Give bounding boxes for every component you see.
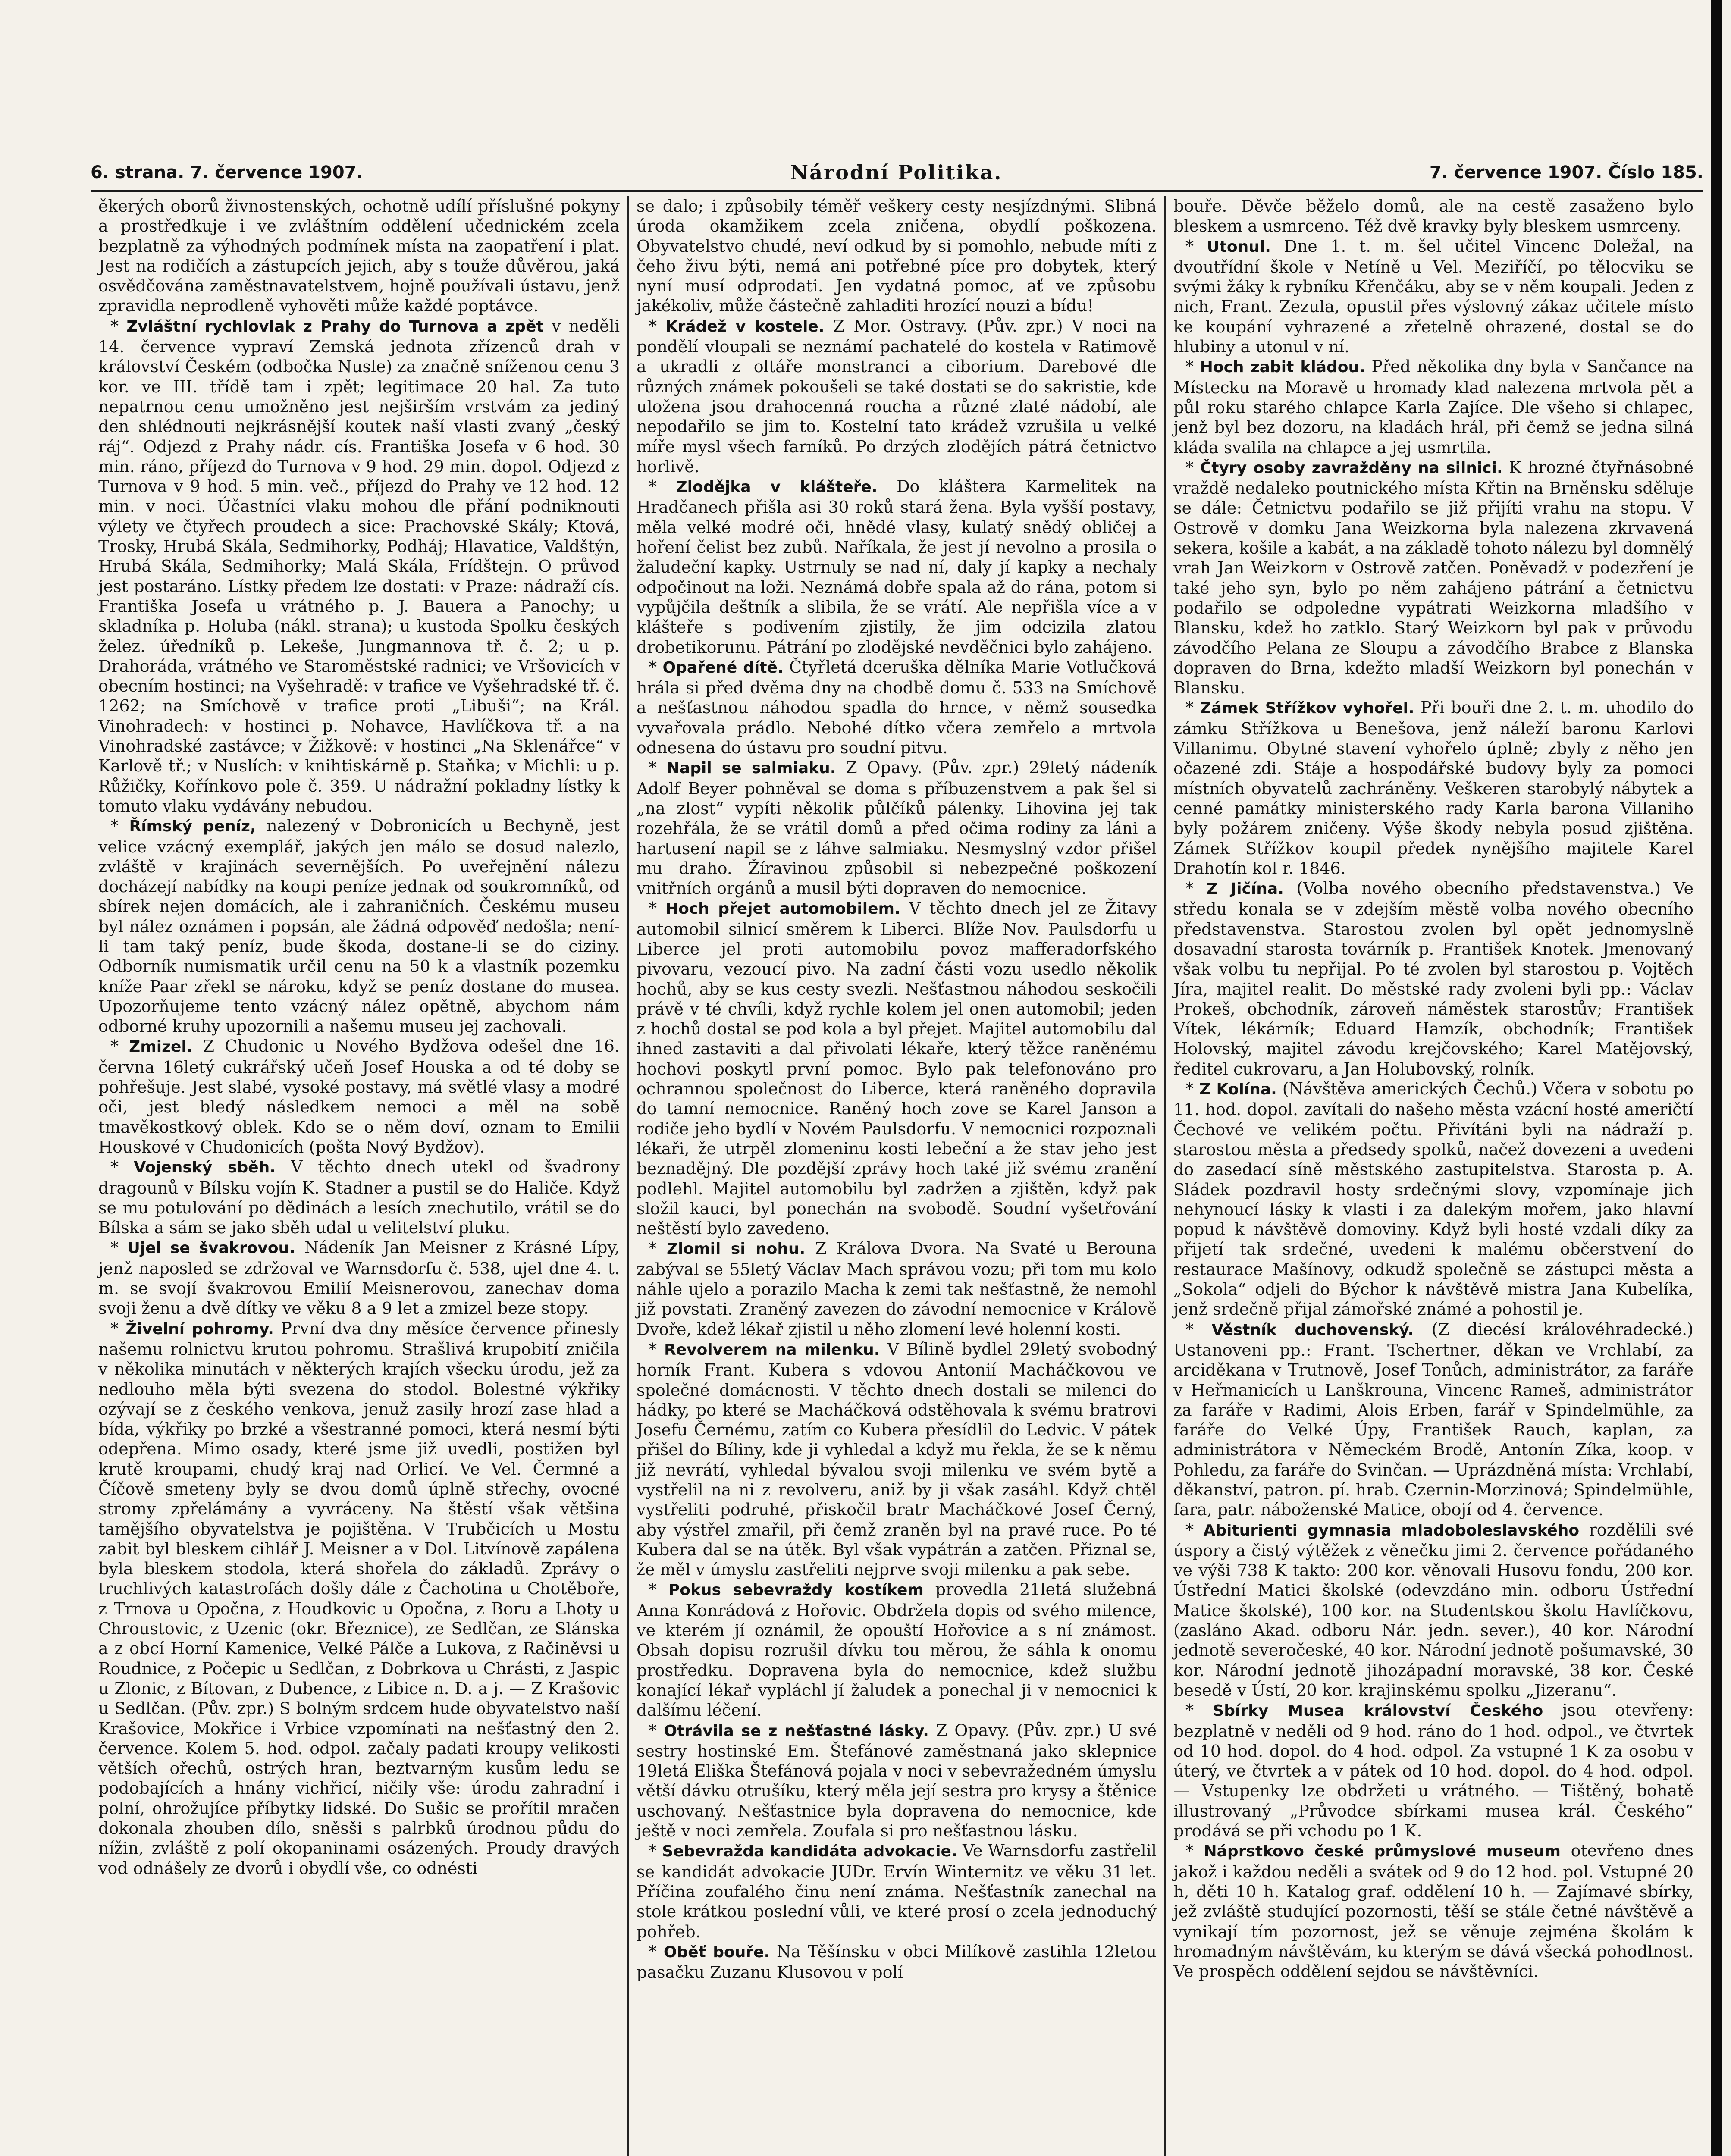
paragraph-headline: Zámek Střížkov vyhořel. [1200, 699, 1414, 718]
paragraph-headline: Z Kolína. [1199, 1081, 1277, 1099]
paragraph-headline: Náprstkovo české průmyslové museum [1204, 1843, 1561, 1861]
news-paragraph [1173, 1079, 1693, 1319]
asterisk-mark: * [649, 1942, 664, 1961]
news-paragraph [98, 196, 620, 316]
paragraph-headline: Zvláštní rychlovlak z Prahy do Turnova a zpět [126, 317, 544, 335]
paragraph-body: otevřeno dnes jakož i každou neděli a svátek od 9 do 12 hod. pol. Vstupné 20 h, děti 10 h. Katalog graf. oddělení 10 h. — Zajímavé sbírky, jež zvláště studující pozornosti, těší se stále četné návštěvě a vynikají tím pozornost, jež se věnuje zejména školám k hromadným návštěvám, ku kterým se dává všecká pohodlnost. Ve prospěch oddělení sejdou se návštěvníci. [1173, 1841, 1693, 1981]
news-paragraph [98, 816, 620, 1036]
paragraph-body: Před několika dny byla v Sančance na Místecku na Moravě u hromady klad nalezena mrtvola pět a půl roku starého chlapce Karla Zajíce. Dle všeho si chlapec, jenž byl bez dozoru, na kladách hrál, při čemž se jedna silná kláda svalila na chlapce a jej usmrtila. [1173, 357, 1693, 457]
asterisk-mark: * [110, 1319, 126, 1338]
paragraph-body: bouře. Děvče běželo domů, ale na cestě zasaženo bylo bleskem a usmrceno. Též dvě kravky byly bleskem usmrceny. [1173, 197, 1693, 236]
asterisk-mark: * [1185, 1841, 1204, 1861]
asterisk-mark: * [110, 1157, 134, 1177]
page-header [91, 155, 1703, 190]
news-paragraph [637, 1238, 1157, 1339]
paragraph-headline: Utonul. [1207, 238, 1271, 256]
asterisk-mark: * [1185, 698, 1200, 718]
paragraph-body: Z Opavy. (Pův. zpr.) U své sestry hostinské Em. Štefánové zaměstnaná jako sklepnice 19letá Eliška Štefánová pojala v noci v sebevražedném úmyslu větší dávku otrušíku, který měla její sestra pro krysy a štěnice uschovaný. Nešťastnice byla dopravena do nemocnice, kde ještě v noci zemřela. Zoufala si pro nešťastnou lásku. [637, 1720, 1157, 1841]
paragraph-headline: Sbírky Musea království Českého [1213, 1702, 1543, 1720]
column-1 [91, 196, 627, 2156]
paragraph-body: (Z diecésí královéhradecké.) Ustanoveni pp.: Frant. Tschertner, děkan ve Vrchlabí, za arciděkana v Trutnově, Josef Tonůch, administrátor, za faráře v Heřmanicích u Lanškrouna, Vincenc Rameš, administrátor za faráře v Radimi, Alois Erben, farář v Spindelmühle, za faráře do Velké Úpy, František Rauch, kaplan, za administrátora v Německém Brodě, Antonín Zíka, koop. v Pohledu, za faráře do Svinčan. — Uprázdněná místa: Vrchlabí, děkanství, patron. pí. hrab. Czernin-Morzinová; Spindelmühle, fara, patr. náboženské Matice, obojí od 4. července. [1173, 1319, 1693, 1520]
news-paragraph [1173, 1841, 1693, 1981]
news-paragraph [1173, 698, 1693, 878]
paragraph-body: (Návštěva amerických Čechů.) Včera v sobotu po 11. hod. dopol. zavítali do našeho města vzácní hosté američtí Čechové ve velikém počtu. Přivítáni byli na nádraží p. starostou města a předsedy spolků, načež dovezeni a uvedeni do zasedací síně městského zastupitelstva. Starosta p. A. Sládek pozdravil hosty srdečnými slovy, vzpomínaje jich nehynoucí lásky k vlasti i za dalekým mořem, jako hlavní popud k návštěvě domoviny. Když byli hosté vzdali díky za přijetí tak srdečné, uvedeni k malému občerstvení do restaurace Mašínovy, odkudž společně se zástupci města a „Sokola“ odjeli do Býchor k návštěvě mistra Jana Kubelíka, jenž srdečně přijal zámořské známé a pohostil je. [1173, 1079, 1693, 1319]
paragraph-body: V těchto dnech utekl od švadrony dragounů v Bílsku vojín K. Stadner a pustil se do Haliče. Když se mu potulování po dědinách a lesích znechutilo, vrátil se do Bílska a sám se jako sběh udal u velitelství pluku. [98, 1157, 620, 1238]
asterisk-mark: * [1185, 1520, 1204, 1539]
asterisk-mark: * [649, 1239, 667, 1258]
paragraph-headline: Zlomil si nohu. [666, 1240, 806, 1258]
paragraph-body: Dne 1. t. m. šel učitel Vincenc Doležal, na dvoutřídní škole v Netíně u Vel. Meziříčí, po tělocviku se svými žáky k rybníku Křenčáku, aby se v něm koupali. Jeden z nich, Frant. Zezula, opustil přes výslovný zákaz učitele místo ke koupání vyhrazené a zřetelně ohrazené, dostal se do hlubiny a utonul v ní. [1173, 236, 1693, 357]
news-paragraph [1173, 1520, 1693, 1701]
asterisk-mark: * [110, 816, 129, 836]
paragraph-headline: Otrávila se z nešťastné lásky. [664, 1722, 929, 1740]
news-paragraph [637, 758, 1157, 898]
paragraph-body: K hrozné čtyřnásobné vraždě nedaleko poutnického místa Křtin na Brněnsku sděluje se dále: Četnictvu podařilo se již přijíti vrahu na stopu. V Ostrově v domku Jana Weizkorna byla nalezena zkrvavená sekera, košile a kabát, a na základě tohoto nálezu byl domnělý vrah Jan Weizkorn v Ostrově zatčen. Poněvadž v podezření je také jeho syn, bylo po něm zahájeno pátrání a četnictvu podařilo se odpoledne vypátrati Weizkorna mladšího v Blansku, kdež ho zatklo. Starý Weizkorn byl pak v průvodu závodčího Pelana ze Sloupu a závodčího Brabce z Blanska dopraven do Brna, kdežto mladší Weizkorn byl ponechán v Blansku. [1173, 458, 1693, 698]
news-paragraph [1173, 357, 1693, 457]
paragraph-headline: Z Jičína. [1206, 880, 1284, 898]
news-paragraph [98, 316, 620, 816]
paragraph-headline: Oběť bouře. [663, 1943, 770, 1961]
asterisk-mark: * [1185, 1701, 1213, 1720]
asterisk-mark: * [649, 1720, 664, 1740]
paragraph-headline: Vojenský sběh. [134, 1159, 276, 1177]
asterisk-mark: * [649, 316, 666, 335]
paragraph-body: jsou otevřeny: bezplatně v neděli od 9 hod. ráno do 1 hod. odpol., ve čtvrtek od 10 hod. dopol. do 4 hod. odpol. Za vstupné 1 K za osobu v úterý, ve čtvrtek a v pátek od 10 hod. dopol. do 4 hod. odpol. — Vstupenky lze obdržeti u vrátného. — Tištěný, bohatě illustrovaný „Průvodce sbírkami musea král. Českého“ prodává se při vchodu po 1 K. [1173, 1701, 1693, 1841]
asterisk-mark: * [649, 899, 665, 918]
paragraph-body: Z Králova Dvora. Na Svaté u Berouna zabýval se 55letý Václav Mach správou vozu; při tom mu kolo náhle ujelo a porazilo Macha k zemi tak nešťastně, že nemohl již povstati. Zraněný zavezen do závodní nemocnice v Králově Dvoře, kdež lékař zjistil u něho zlomení levé holenní kosti. [637, 1239, 1157, 1339]
asterisk-mark: * [649, 477, 676, 496]
paragraph-body: Na Těšínsku v obci Milíkově zastihla 12letou pasačku Zuzanu Klusovou v polí [637, 1942, 1157, 1982]
asterisk-mark: * [649, 657, 663, 677]
paragraph-body: Z Opavy. (Pův. zpr.) 29letý nádeník Adolf Beyer pohněval se doma s příbuzenstvem a pak šel si „na zlost“ vypíti několik půlčíků pálenky. Lihovina jej tak rozehřála, že se vrátil domů a před očima rodiny za láni a hartusení napil se z láhve salmiaku. Nesmyslný vzdor přišel mu draho. Žíravinou způsobil si nebezpečné poškození vnitřních orgánů a musil býti dopraven do nemocnice. [637, 758, 1157, 898]
asterisk-mark: * [110, 1238, 128, 1257]
asterisk-mark: * [110, 316, 127, 335]
paragraph-headline: Opařené dítě. [662, 658, 784, 677]
paragraph-headline: Abiturienti gymnasia mladoboleslavského [1203, 1521, 1580, 1539]
paragraph-headline: Zmizel. [129, 1038, 193, 1056]
news-paragraph [1173, 196, 1693, 236]
header-page-date: 6. strana. 7. července 1907. [91, 163, 363, 182]
news-paragraph [98, 1157, 620, 1238]
header-date-issue: 7. července 1907. Číslo 185. [1429, 163, 1703, 182]
news-paragraph [1173, 1700, 1693, 1841]
paragraph-body: ěkerých oborů živnostenských, ochotně udílí příslušné pokyny a prostředkuje i ve zvláštním oddělení učednickém zcela bezplatně za výhodných podmínek místa na zaopatření i plat. Jest na rodičích a zástupcích jejich, aby s touže důvěrou, jaká osvědčována zaměstnavatelstvem, hojně používali ústavu, jenž zpravidla neprodleně vyhověti může každé poptávce. [98, 197, 620, 316]
news-paragraph [637, 1942, 1157, 1983]
news-paragraph [637, 476, 1157, 657]
asterisk-mark: * [649, 1339, 664, 1359]
news-paragraph [98, 1036, 620, 1157]
paragraph-headline: Čtyry osoby zavražděny na silnici. [1200, 459, 1503, 477]
asterisk-mark: * [1185, 458, 1200, 477]
news-paragraph [637, 1841, 1157, 1941]
newspaper-columns [91, 196, 1703, 2156]
asterisk-mark: * [1185, 1319, 1212, 1339]
news-paragraph [637, 898, 1157, 1238]
asterisk-mark: * [1185, 236, 1207, 256]
paragraph-headline: Sebevražda kandidáta advokacie. [662, 1843, 957, 1861]
page-edge-bar [1711, 0, 1722, 2156]
paragraph-body: Z Chudonic u Nového Bydžova odešel dne 16. června 16letý cukrářský učeň Josef Houska a od té doby se pohřešuje. Jest slabé, vysoké postavy, má světlé vlasy a modré oči, jest bledý následkem nemoci a měl na sobě tmavěkostkový oblek. Kdo se o něm doví, oznam to Emilii Houskové v Chudonicích (pošta Nový Bydžov). [98, 1037, 620, 1156]
asterisk-mark: * [1185, 357, 1200, 376]
paragraph-headline: Římský peníz, [129, 818, 256, 836]
paragraph-body: Nádeník Jan Meisner z Krásné Lípy, jenž naposled se zdržoval ve Warnsdorfu č. 538, ujel dne 4. t. m. se svojí švakrovou Emilií Meisnerovou, zanechav doma svoji ženu a dvě dítky ve věku 8 a 9 let a zmizel beze stopy. [98, 1238, 620, 1318]
news-paragraph [1173, 236, 1693, 357]
asterisk-mark: * [110, 1037, 129, 1056]
news-paragraph [1173, 1319, 1693, 1520]
column-3 [1164, 196, 1701, 2156]
news-paragraph [637, 316, 1157, 476]
paragraph-headline: Věstník duchovenský. [1211, 1321, 1414, 1339]
asterisk-mark: * [1185, 879, 1207, 898]
paragraph-body: rozdělili své úspory a čistý výtěžek z věnečku jimi 2. července pořádaného ve výši 738 K takto: 200 kor. věnovali Husovu fondu, 200 kor. Ústřední Matici školské (odevzdáno min. odboru Ústřední Matice školské), 100 kor. na Studentskou školu Havlíčkovu, (zasláno Akad. odboru Nár. jedn. sever.), 40 kor. Národní jednotě severočeské, 40 kor. Národní jednotě pošumavské, 30 kor. Národní jednotě jihozápadní moravské, 38 kor. České besedě v Ústí, 20 kor. krajinskému spolku „Jizeranu“. [1173, 1520, 1693, 1700]
paragraph-headline: Pokus sebevraždy kostíkem [668, 1581, 924, 1599]
paragraph-body: První dva dny měsíce července přinesly našemu rolnictvu krutou pohromu. Strašlivá krupobití zničila v několika minutách v některých krajích všecku úrodu, jež za nedlouho měla býti svezena do stodol. Bolestné výkřiky ozývají se z českého venkova, jenuž zasily hrozí zase hlad a bída, výkřiky po brzké a všestranné pomoci, která nesmí býti odepřena. Mimo osady, které jsme již uvedli, postižen byl krutě kroupami, chudý kraj nad Orlicí. Ve Vel. Čermné a Číčově smeteny byly se dvou domů úplně střechy, ovocné stromy zpřelámány a vyvráceny. Na štěstí však většina tamějšího obyvatelstva je pojištěna. V Trubčicích u Mostu zabit byl bleskem cihlář J. Meisner a v Dol. Litvínově zapálena byla bleskem stodola, která shořela do základů. Zprávy o truchlivých katastrofách došly dále z Čachotina u Chotěboře, z Trnova u Opočna, z Houdkovic u Opočna, z Boru a Lhoty u Chroustovic, z Uzenic (okr. Březnice), ze Sedlčan, ze Slánska a z obcí Horní Kamenice, Velké Pálče a Lukova, z Račiněvsi u Roudnice, z Počepic u Sedlčan, z Dobrkova u Chrásti, z Jaspic u Zlonic, z Bítovan, z Dubence, z Libice n. D. a j. — Z Krašovic u Sedlčan. (Pův. zpr.) S bolným srdcem hude obyvatelstvo naší Krašovice, Mokřice i Vrbice vzpomínati na nešťastný den 2. července. Kolem 5. hod. odpol. začaly padati kroupy velikosti větších ořechů, ostrých hran, beztvarným kusům ledu se podobajících a hnány vichřicí, ničily vše: úrodu zahradní i polní, ohrožujíce příbytky lidské. Do Sušic se prořítil mračen dokonala zhouben dílo, sněsši s palrbků úrodnou půdu do nížin, zvláště z polí okopaninami osázených. Proudy dravých vod odnášely ze dvorů i obydlí vše, co odnésti [98, 1319, 620, 1878]
news-paragraph [98, 1319, 620, 1878]
news-paragraph [637, 657, 1157, 758]
paragraph-body: V Bílině bydlel 29letý svobodný horník Frant. Kubera s vdovou Antonií Macháčkovou ve společné domácnosti. V těchto dnech dostali se milenci do hádky, po které se Macháčková odstěhovala k svému bratrovi Josefu Černému, zatím co Kubera přesídlil do Ledvic. V pátek přišel do Bíliny, kde ji vyhledal a když mu řekla, že se k němu již nevrátí, vyhledal bývalou svoji milenku ve svém bytě a vystřelil na ni z revolveru, aniž by ji však zasáhl. Když chtěl vystřeliti podruhé, přiskočil bratr Macháčkové Josef Černý, aby výstřel zmařil, při čemž zraněn byl na pravé ruce. Po té Kubera dal se na útěk. Byl však vypátrán a zatčen. Přiznal se, že měl v úmyslu zastřeliti nejprve svoji milenku a pak sebe. [637, 1339, 1157, 1579]
paragraph-body: V těchto dnech jel ze Žitavy automobil silnicí směrem k Liberci. Blíže Nov. Paulsdorfu u Liberce jel proti automobilu povoz mafferadorfského pivovaru, vezoucí pivo. Na zadní části vozu usedlo několik hochů, aby se kus cesty svezli. Nešťastnou náhodou seskočili právě v té chvíli, když rychle kolem jel onen automobil; jeden z hochů dostal se pod kola a byl přejet. Majitel automobilu dal ihned zastaviti a dal přivolati lékaře, který těžce raněnému hochovi poskytl první pomoc. Bylo pak telefonováno pro ochrannou společnost do Liberce, která raněného dopravila do tamní nemocnice. Raněný hoch zove se Karel Janson a rodiče jeho bydlí v Novém Paulsdorfu. V nemocnici rozpoznali lékaři, že utrpěl zlomeninu kosti lebeční a že stav jeho jest beznadějný. Dle pozdější zprávy hoch také již svému zranění podlehl. Majitel automobilu byl zadržen a zjištěn, když pak složil kauci, byl ponechán na svobodě. Soudní vyšetřování neštěstí bylo zavedeno. [637, 899, 1157, 1238]
paragraph-headline: Hoch zabit kládou. [1200, 358, 1365, 376]
asterisk-mark: * [649, 1580, 668, 1599]
paragraph-headline: Hoch přejet automobilem. [665, 900, 900, 918]
news-paragraph [637, 1339, 1157, 1580]
paragraph-headline: Zlodějka v klášteře. [676, 478, 878, 496]
news-paragraph [1173, 458, 1693, 698]
news-paragraph [637, 196, 1157, 316]
paragraph-body: provedla 21letá služebná Anna Konrádová z Hořovic. Obdržela dopis od svého milence, ve kterém jí oznámil, že opouští Hořovice a s ní známost. Obsah dopisu rozrušil dívku tou měrou, že sáhla k onomu prostředku. Dopravena byla do nemocnice, kdež službu konající lékař vypláchl jí žaludek a ponechal ji v nemocnici k dalšímu léčení. [637, 1580, 1157, 1720]
news-paragraph [637, 1579, 1157, 1720]
paragraph-headline: Živelní pohromy. [125, 1320, 274, 1338]
paragraph-headline: Revolverem na milenku. [664, 1341, 880, 1359]
paragraph-body: Z Mor. Ostravy. (Pův. zpr.) V noci na pondělí vloupali se neznámí pachatelé do kostela v Ratimově a ukradli z oltáře monstranci a ciborium. Darebové dle různých známek pokoušeli se také dostati se do sakristie, kde uložena jsou drahocenná roucha a různé zlaté nádobí, ale nepodařilo se jim to. Kostelní tato krádež vzrušila u velké míře mysl všech farníků. Po drzých zlodějích pátrá četnictvo horlivě. [637, 316, 1157, 476]
asterisk-mark: * [649, 1841, 662, 1861]
paragraph-body: Do kláštera Karmelitek na Hradčanech přišla asi 30 roků stará žena. Byla vyšší postavy, měla velké modré oči, hnědé vlasy, kulatý snědý obličej a hoření čelist bez zubů. Naříkala, že jest jí nevolno a prosila o žaludeční kapky. Ustrnuly se nad ní, daly jí kapky a nechaly odpočinout na loži. Neznámá dobře spala až do rána, potom si vypůjčila deštník a slibila, že se vrátí. Ale nepřišla více a v klášteře s podivením zjistily, že jim odcizila zlatou drobetikorunu. Pátrání po zlodějské nevděčnici bylo zahájeno. [637, 477, 1157, 657]
paragraph-body: nalezený v Dobronicích u Bechyně, jest velice vzácný exemplář, jakých jen málo se dosud nalezlo, zvláště v krajinách severnějších. Po uveřejnění nálezu docházejí nabídky na koupi peníze jednak od soukromníků, od sbírek nejen domácích, ale i zahraničních. Českému museu byl nález oznámen i popsán, ale žádná odpověď nedošla; není-li tam taký peníz, bude škoda, dostane-li se do ciziny. Odborník numismatik určil cenu na 50 k a vlastník pozemku kníže Paar zřekl se nároku, když se peníz dostane do musea. Upozorňujeme tento vzácný nález opětně, abychom nám odborné kruhy upozornili a našemu museu jej zachovali. [98, 816, 620, 1036]
news-paragraph [637, 1720, 1157, 1841]
paragraph-headline: Krádež v kostele. [665, 317, 825, 335]
column-2 [627, 196, 1164, 2156]
paragraph-body: se dalo; i způsobily téměř veškery cesty nesjízdnými. Slibná úroda okamžikem zcela zničena, obydlí poškozena. Obyvatelstvo chudé, neví odkud by si pomohlo, nebude míti z čeho živu býti, nemá ani potřebné píce pro dobytek, který nyní musí odprodati. Jen vydatná pomoc, ať ve způsobu jakékoliv, může částečně zahladiti hrozící nouzi a bídu! [637, 197, 1157, 316]
paragraph-body: v neděli 14. července vypraví Zemská jednota zřízenců drah v království Českém (odbočka Nusle) za značně sníženou cenu 3 kor. ve III. třídě tam i zpět; legitimace 20 hal. Za tuto nepatrnou cenu umožněno jest nejširším vrstvám za jediný den shlédnouti nejkrásnější koutek naší vlasti zvaný „český ráj“. Odjezd z Prahy nádr. cís. Františka Josefa v 6 hod. 30 min. ráno, příjezd do Turnova v 9 hod. 29 min. dopol. Odjezd z Turnova v 9 hod. 5 min. več., příjezd do Prahy ve 12 hod. 12 min. v noci. Účastníci vlaku mohou dle přání podniknouti výlety ve čtyřech proudech a sice: Prachovské Skály; Ktová, Trosky, Hrubá Skála, Sedmihorky, Podháj; Hlavatice, Valdštýn, Hrubá Skála, Sedmihorky; Malá Skála, Frídštejn. O průvod jest postaráno. Lístky předem lze dostati: v Praze: nádraží cís. Františka Josefa u vrátného p. J. Bauera a Panochy; u skladníka p. Holuba (nákl. strana); u kustoda Spolku českých želez. úředníků p. Lekeše, Jungmannova tř. č. 2; u p. Drahoráda, vrátného ve Staroměstské radnici; ve Vršovicích v obecním hostinci; na Vyšehradě: v trafice ve Vyšehradské tř. č. 1262; na Smíchově v trafice proti „Libuši“; na Král. Vinohradech: v hostinci p. Nohavce, Havlíčkova tř. a na Vinohradské zastávce; v Žižkově: v hostinci „Na Sklenářce“ v Karlově tř.; v Nuslích: v knihtiskárně p. Staňka; v Michli: u p. Růžičky, Kořínkovo pole č. 359. U nádražní pokladny lístky k tomuto vlaku vydávány nebudou. [98, 316, 620, 815]
paragraph-body: Ve Warnsdorfu zastřelil se kandidát advokacie JUDr. Ervín Winternitz ve věku 31 let. Příčina zoufalého činu není známa. Nešťastník zanechal na stole krátkou poslední vůli, ve které prosí o zcela jednoduchý pohřeb. [637, 1841, 1157, 1941]
news-paragraph [98, 1238, 620, 1318]
paragraph-headline: Napil se salmiaku. [666, 759, 836, 777]
paragraph-headline: Ujel se švakrovou. [127, 1239, 295, 1257]
news-paragraph [1173, 878, 1693, 1079]
asterisk-mark: * [1185, 1079, 1199, 1099]
header-rule [91, 190, 1703, 192]
paragraph-body: (Volba nového obecního představenstva.) Ve středu konala se v zdejším městě volba nového obecního představenstva. Starostou zvolen byl opět jednomyslně dosavadní starosta továrník p. František Knotek. Jmenovaný však volbu tu nepřijal. Po té zvolen byl starostou p. Vojtěch Jíra, majitel realit. Do městské rady zvoleni byli pp.: Václav Prokeš, obchodník, zároveň náměstek starostův; František Vítek, lékárník; Eduard Hamzík, obchodník; František Holovský, majitel závodu krejčovského; Karel Matějovský, ředitel cukrovaru, a Jan Holubovský, rolník. [1173, 879, 1693, 1078]
paragraph-body: Při bouři dne 2. t. m. uhodilo do zámku Střížkova u Benešova, jenž náleží baronu Karlovi Villanimu. Obytné stavení vyhořelo úplně; zbyly z něho jen očazené zdi. Stáje a hospodářské budovy byly za pomoci místních obyvatelů zachráněny. Veškeren starobylý nábytek a cenné památky ministerského rady Karla barona Villaniho byly požárem zničeny. Výše škody nebyla posud zjištěna. Zámek Střížkov koupil předek nynějšího majitele Karel Drahotín kol r. 1846. [1173, 698, 1694, 878]
asterisk-mark: * [649, 758, 667, 777]
paragraph-body: Čtyřletá dceruška dělníka Marie Votlučková hrála si před dvěma dny na chodbě domu č. 533 na Smíchově a nešťastnou náhodou spadla do hrnce, v němž sousedka vyvařovala prádlo. Nebohé dítko včera zemřelo a mrtvola odnesena do ústavu pro soudní pitvu. [637, 657, 1157, 758]
masthead-title: Národní Politika. [790, 161, 1003, 184]
